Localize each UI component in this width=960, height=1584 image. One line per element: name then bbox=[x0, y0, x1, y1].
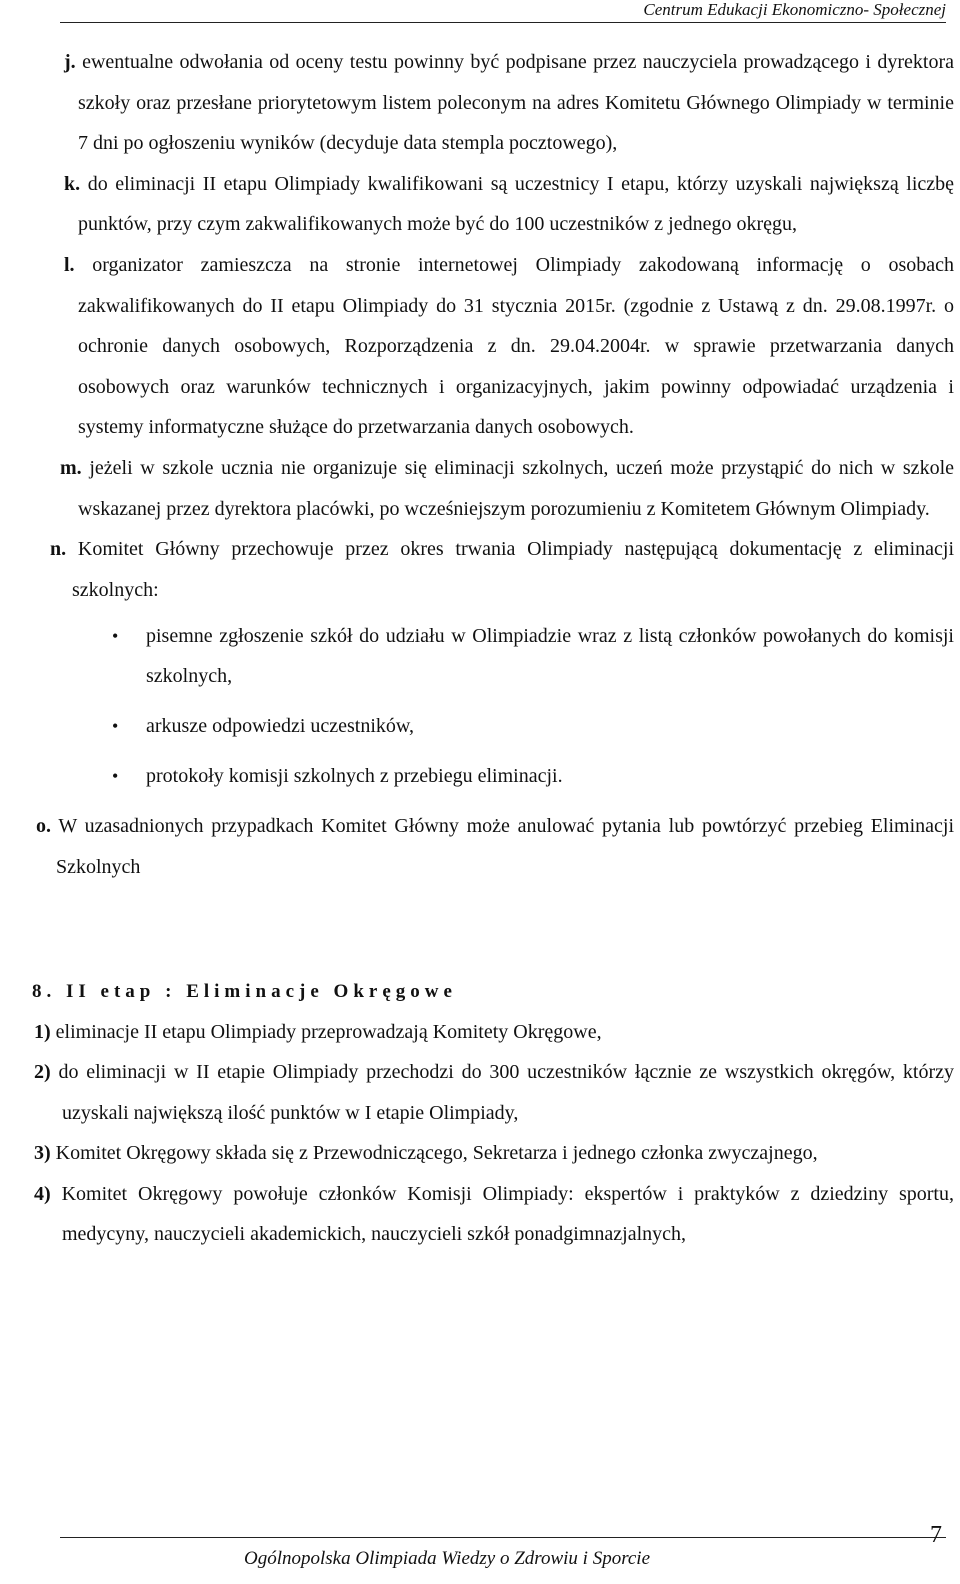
item-label: 4) bbox=[34, 1182, 51, 1205]
list-item-o bbox=[0, 806, 960, 887]
item-text: Komitet Okręgowy składa się z Przewodniczącego, Sekretarza i jednego członka zwyczajnego, bbox=[55, 1142, 818, 1165]
item-text: eliminacje II etapu Olimpiady przeprowadzają Komitety Okręgowe, bbox=[55, 1020, 602, 1043]
item-label: 2) bbox=[34, 1061, 51, 1084]
item-label: j. bbox=[64, 51, 76, 73]
bullet-icon: • bbox=[112, 716, 119, 737]
item-text: do eliminacji w II etapie Olimpiady przechodzi do 300 uczestników łącznie ze wszystkich okręgów, którzy uzyskali największą ilość punktów w I etapie Olimpiady, bbox=[58, 1061, 955, 1124]
page-header bbox=[60, 0, 946, 23]
list-item-k bbox=[0, 164, 960, 245]
item-text: jeżeli w szkole ucznia nie organizuje się eliminacji szkolnych, uczeń może przystąpić do nich w szkole wskazanej przez dyrektora placówki, po wcześniejszym porozumieniu z Komitetem Głównym Olimpiady. bbox=[78, 456, 954, 520]
item-text: ewentualne odwołania od oceny testu powinny być podpisane przez nauczyciela prowadzącego i dyrektora szkoły oraz przesłane priorytetowym listem poleconym na adres Komitetu Głównego Olimpiady w terminie 7 dni po ogłoszeniu wyników (decyduje data stempla pocztowego), bbox=[78, 51, 955, 155]
bullet-icon: • bbox=[112, 766, 119, 787]
numbered-item-3 bbox=[0, 1133, 960, 1174]
item-text: W uzasadnionych przypadkach Komitet Główny może anulować pytania lub powtórzyć przebieg Eliminacji Szkolnych bbox=[56, 815, 954, 878]
bullet-list bbox=[0, 616, 960, 796]
item-label: m. bbox=[60, 456, 82, 479]
item-text: do eliminacji II etapu Olimpiady kwalifikowani są uczestnicy I etapu, którzy uzyskali największą liczbę punktów, przy czym zakwalifikowanych może być do 100 uczestników z jednego okręgu, bbox=[78, 172, 955, 236]
item-text: Komitet Główny przechowuje przez okres trwania Olimpiady następującą dokumentację z eliminacji szkolnych: bbox=[72, 538, 955, 601]
item-label: o. bbox=[36, 815, 51, 838]
bullet-item bbox=[0, 706, 960, 746]
header-title: Centrum Edukacji Ekonomiczno- Społecznej bbox=[643, 0, 946, 19]
item-label: k. bbox=[64, 172, 81, 195]
page-number: 7 bbox=[930, 1522, 942, 1548]
item-text: organizator zamieszcza na stronie internetowej Olimpiady zakodowaną informację o osobach zakwalifikowanych do II etapu Olimpiady do 31 stycznia 2015r. (zgodnie z Ustawą z dn. 29.08.1997r. o ochronie danych osobowych, Rozporządzenia z dn. 29.04.2004r. w sprawie przetwarzania danych osobowych oraz warunków technicznych i organizacyjnych, jakim powinny odpowiadać urządzenia i systemy informatyczne służące do przetwarzania danych osobowych. bbox=[78, 253, 955, 439]
bullet-item bbox=[0, 756, 960, 796]
page-content bbox=[0, 42, 960, 1255]
list-item-n bbox=[0, 529, 960, 610]
page-footer bbox=[60, 1522, 946, 1582]
bullet-text: arkusze odpowiedzi uczestników, bbox=[146, 715, 415, 738]
item-text: Komitet Okręgowy powołuje członków Komisji Olimpiady: ekspertów i praktyków z dziedziny sportu, medycyny, nauczycieli akademickich, nauczycieli szkół ponadgimnazjalnych, bbox=[61, 1182, 954, 1246]
bullet-icon: • bbox=[112, 626, 119, 647]
numbered-item-4 bbox=[0, 1174, 960, 1255]
footer-title: Ogólnopolska Olimpiada Wiedzy o Zdrowiu i Sporcie bbox=[244, 1548, 651, 1569]
list-item-l bbox=[0, 245, 960, 448]
numbered-item-2 bbox=[0, 1052, 960, 1133]
item-label: l. bbox=[64, 253, 75, 276]
bullet-text: pisemne zgłoszenie szkół do udziału w Olimpiadzie wraz z listą członków powołanych do komisji szkolnych, bbox=[146, 625, 954, 688]
item-label: n. bbox=[50, 538, 67, 561]
item-label: 3) bbox=[34, 1142, 51, 1165]
list-item-j bbox=[0, 42, 960, 164]
bullet-item bbox=[0, 616, 960, 696]
numbered-item-1 bbox=[0, 1012, 960, 1053]
list-item-m bbox=[0, 448, 960, 529]
section-heading: 8. II etap : Eliminacje Okręgowe bbox=[32, 980, 457, 1002]
bullet-text: protokoły komisji szkolnych z przebiegu eliminacji. bbox=[146, 765, 563, 788]
item-label: 1) bbox=[34, 1020, 51, 1043]
